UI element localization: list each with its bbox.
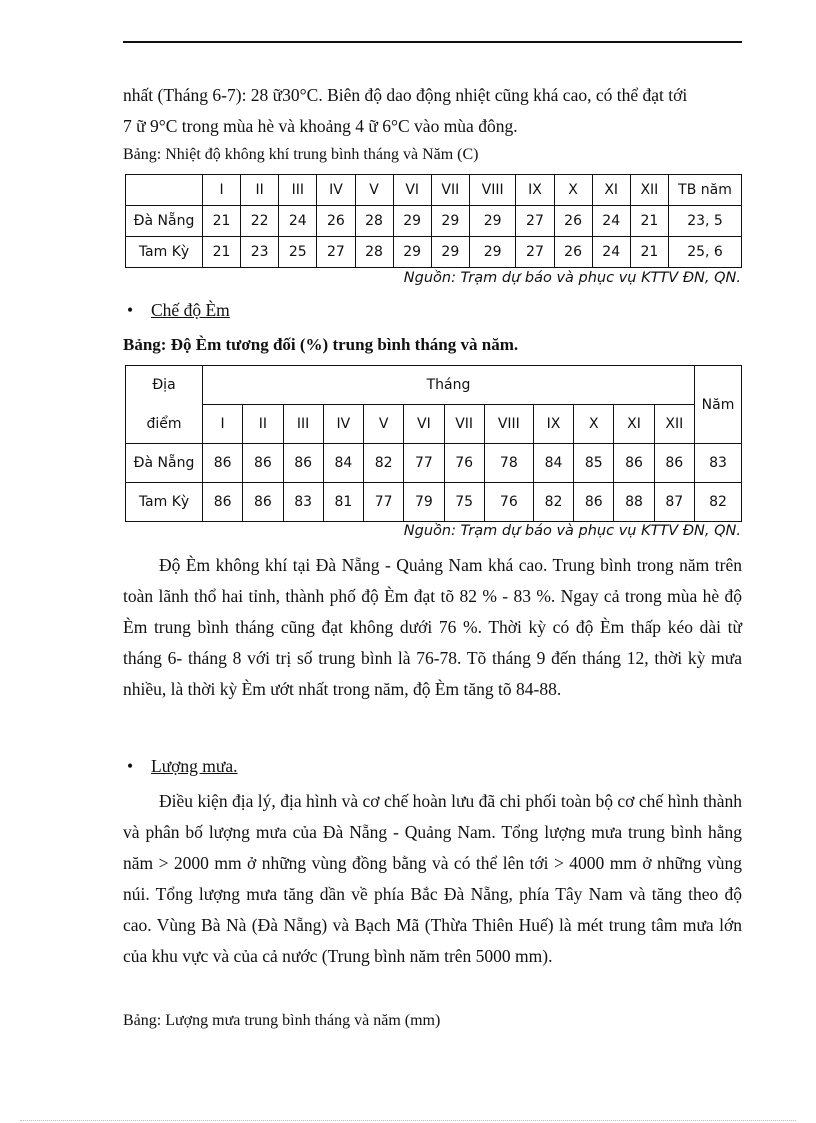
value-cell: 86 (574, 483, 614, 522)
value-cell: 28 (355, 237, 393, 268)
value-cell: 22 (241, 206, 279, 237)
bullet-dot: • (127, 756, 134, 776)
month-header: VIII (484, 405, 533, 444)
table-row (126, 483, 742, 522)
page-bottom-dotted-line (20, 1120, 796, 1121)
month-header: V (364, 405, 404, 444)
temperature-table (125, 174, 742, 268)
value-cell: 21 (203, 237, 241, 268)
value-cell: 84 (323, 444, 363, 483)
value-cell: 86 (203, 483, 243, 522)
month-header: V (355, 175, 393, 206)
value-cell: 29 (393, 206, 431, 237)
table-corner-cell (126, 175, 203, 206)
month-header: VII (431, 175, 469, 206)
value-cell: 84 (533, 444, 573, 483)
rainfall-table-caption: Bảng: Lượng mưa trung bình tháng và năm (mm) (123, 1012, 441, 1029)
value-cell: 24 (279, 206, 317, 237)
value-cell: 75 (444, 483, 484, 522)
value-cell: 78 (484, 444, 533, 483)
value-cell: 82 (364, 444, 404, 483)
place-header-bottom: điểm (126, 405, 203, 444)
value-cell: 85 (574, 444, 614, 483)
value-cell: 86 (243, 444, 283, 483)
rainfall-heading: Lượng mưa. (151, 756, 238, 776)
month-header: VI (393, 175, 431, 206)
month-header: XII (654, 405, 694, 444)
value-cell: 76 (484, 483, 533, 522)
value-cell: 27 (317, 237, 355, 268)
year-cell: 83 (695, 444, 742, 483)
humidity-heading: Chế độ Èm (151, 300, 230, 320)
value-cell: 29 (431, 206, 469, 237)
value-cell: 21 (203, 206, 241, 237)
month-header: I (203, 405, 243, 444)
value-cell: 28 (355, 206, 393, 237)
month-header: VI (404, 405, 444, 444)
value-cell: 88 (614, 483, 654, 522)
month-header: X (554, 175, 592, 206)
value-cell: 26 (554, 206, 592, 237)
table-row (126, 206, 742, 237)
value-cell: 29 (469, 237, 516, 268)
humidity-bullet (127, 300, 230, 321)
header-rule (123, 41, 742, 43)
intro-line-2: 7 ữ 9°C trong mùa hè và khoảng 4 ữ 6°C vào mùa đông. (123, 116, 518, 136)
value-cell: 24 (592, 237, 630, 268)
value-cell: 29 (393, 237, 431, 268)
value-cell: 29 (469, 206, 516, 237)
value-cell: 86 (203, 444, 243, 483)
month-header: IX (533, 405, 573, 444)
value-cell: 21 (630, 206, 668, 237)
month-header: II (241, 175, 279, 206)
value-cell: 86 (283, 444, 323, 483)
rainfall-bullet (127, 756, 238, 777)
value-cell: 86 (614, 444, 654, 483)
place-cell: Đà Nẵng (126, 444, 203, 483)
month-header: XII (630, 175, 668, 206)
rainfall-paragraph: Điều kiện địa lý, địa hình và cơ chế hoàn lưu đã chi phối toàn bộ cơ chế hình thành và phân bố lượng mưa của Đà Nẵng - Quảng Nam. Tổng lượng mưa trung bình hằng năm > 2000 mm ở những vùng đồng bằng và có thể lên tới > 4000 mm ở những vùng núi. Tổng lượng mưa tăng dần về phía Bắc Đà Nẵng, phía Tây Nam và tăng theo độ cao. Vùng Bà Nà (Đà Nẵng) và Bạch Mã (Thừa Thiên Huế) là mét trung tâm mưa lớn của khu vực và của cả nước (Trung bình năm trên 5000 mm). (123, 791, 742, 966)
month-header: X (574, 405, 614, 444)
table-header-row (126, 366, 742, 405)
table-header-row (126, 405, 742, 444)
intro-line-1: nhất (Tháng 6-7): 28 ữ30°C. Biên độ dao động nhiệt cũng khá cao, có thể đạt tới (123, 85, 688, 105)
bullet-dot: • (127, 300, 134, 320)
month-header: II (243, 405, 283, 444)
month-header: I (203, 175, 241, 206)
value-cell: 27 (516, 237, 554, 268)
table-header-row (126, 175, 742, 206)
value-cell: 27 (516, 206, 554, 237)
humidity-table-caption: Bảng: Độ Èm tương đối (%) trung bình tháng và năm. (123, 335, 519, 354)
table-row (126, 237, 742, 268)
place-header-top: Địa (126, 366, 203, 405)
humidity-table-source: Nguồn: Trạm dự báo và phục vụ KTTV ĐN, QN. (403, 523, 741, 539)
humidity-paragraph: Độ Èm không khí tại Đà Nẵng - Quảng Nam khá cao. Trung bình trong năm trên toàn lãnh thổ hai tỉnh, thành phố độ Èm đạt tõ 82 % - 83 %. Ngay cả trong mùa hè độ Èm trung bình tháng cũng đạt không dưới 76 %. Thời kỳ có độ Èm thấp kéo dài từ tháng 6- tháng 8 với trị số trung bình là 76-78. Tõ tháng 9 đến tháng 12, thời kỳ mưa nhiều, là thời kỳ Èm ướt nhất trong năm, độ Èm tăng tõ 84-88. (123, 555, 742, 699)
value-cell: 81 (323, 483, 363, 522)
place-cell: Tam Kỳ (126, 237, 203, 268)
month-header: III (283, 405, 323, 444)
value-cell: 87 (654, 483, 694, 522)
month-group-header: Tháng (203, 366, 695, 405)
month-header: IX (516, 175, 554, 206)
temp-table-caption: Bảng: Nhiệt độ không khí trung bình tháng và Năm (C) (123, 146, 479, 163)
value-cell: 21 (630, 237, 668, 268)
humidity-table (125, 365, 742, 522)
month-header: IV (323, 405, 363, 444)
year-cell: 23, 5 (669, 206, 742, 237)
place-cell: Đà Nẵng (126, 206, 203, 237)
value-cell: 24 (592, 206, 630, 237)
month-header: IV (317, 175, 355, 206)
value-cell: 79 (404, 483, 444, 522)
value-cell: 26 (317, 206, 355, 237)
value-cell: 82 (533, 483, 573, 522)
place-cell: Tam Kỳ (126, 483, 203, 522)
value-cell: 86 (243, 483, 283, 522)
month-header: III (279, 175, 317, 206)
value-cell: 25 (279, 237, 317, 268)
temp-table-source: Nguồn: Trạm dự báo và phục vụ KTTV ĐN, QN. (403, 270, 741, 286)
year-header: TB năm (669, 175, 742, 206)
value-cell: 26 (554, 237, 592, 268)
value-cell: 86 (654, 444, 694, 483)
month-header: VII (444, 405, 484, 444)
year-cell: 25, 6 (669, 237, 742, 268)
value-cell: 76 (444, 444, 484, 483)
value-cell: 29 (431, 237, 469, 268)
year-cell: 82 (695, 483, 742, 522)
month-header: XI (592, 175, 630, 206)
value-cell: 83 (283, 483, 323, 522)
month-header: XI (614, 405, 654, 444)
year-header: Năm (695, 366, 742, 444)
table-row (126, 444, 742, 483)
value-cell: 77 (364, 483, 404, 522)
value-cell: 23 (241, 237, 279, 268)
month-header: VIII (469, 175, 516, 206)
value-cell: 77 (404, 444, 444, 483)
